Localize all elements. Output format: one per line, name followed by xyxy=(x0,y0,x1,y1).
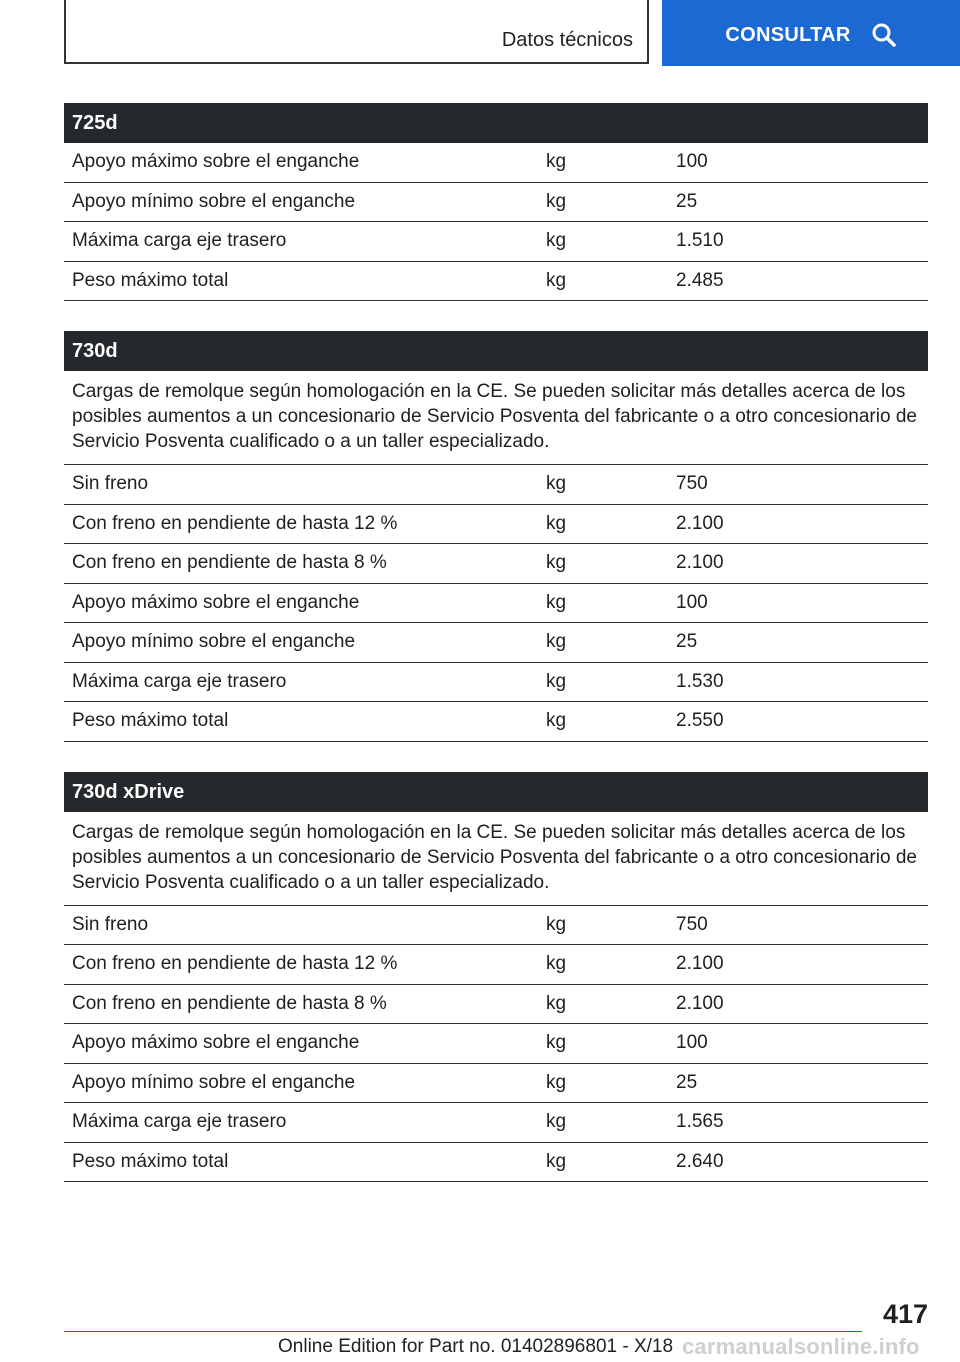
row-label: Peso máximo total xyxy=(72,1150,229,1172)
section-description: Cargas de remolque según homologación en la CE. Se pueden solicitar más detalles acerca de los posibles aumentos a un concesionario de Servicio Posventa del fabricante o a otro concesionario de Servicio Posventa cualificado o a un taller especializado. xyxy=(64,371,928,465)
row-unit: kg xyxy=(546,269,567,291)
row-value: 100 xyxy=(676,1032,708,1054)
table-row xyxy=(64,906,928,946)
row-unit: kg xyxy=(546,670,567,692)
row-label: Peso máximo total xyxy=(72,269,229,291)
row-value: 100 xyxy=(676,591,708,613)
table-row xyxy=(64,505,928,545)
row-value: 2.640 xyxy=(676,1150,724,1172)
row-value: 1.510 xyxy=(676,230,724,252)
footer-divider xyxy=(64,1331,862,1332)
watermark: carmanualsonline.info xyxy=(682,1334,920,1359)
row-value: 25 xyxy=(676,1071,698,1093)
table-row xyxy=(64,985,928,1025)
row-unit: kg xyxy=(546,552,567,574)
table-row xyxy=(64,544,928,584)
table-row xyxy=(64,945,928,985)
row-label: Máxima carga eje trasero xyxy=(72,1111,287,1133)
row-value: 100 xyxy=(676,151,708,173)
table-row xyxy=(64,222,928,262)
chapter-title: Datos técnicos xyxy=(501,29,633,51)
row-unit: kg xyxy=(546,631,567,653)
row-unit: kg xyxy=(546,1111,567,1133)
table-row xyxy=(64,663,928,703)
section-title: 725d xyxy=(64,103,928,143)
row-value: 2.485 xyxy=(676,269,724,291)
row-unit: kg xyxy=(546,591,567,613)
table-row xyxy=(64,1064,928,1104)
row-unit: kg xyxy=(546,1071,567,1093)
spec-section xyxy=(64,103,928,301)
row-unit: kg xyxy=(546,512,567,534)
row-value: 2.100 xyxy=(676,953,724,975)
page-number: 417 xyxy=(882,1299,928,1329)
row-unit: kg xyxy=(546,473,567,495)
row-value: 25 xyxy=(676,631,698,653)
row-label: Peso máximo total xyxy=(72,710,229,732)
spec-section xyxy=(64,772,928,1183)
row-label: Con freno en pendiente de hasta 8 % xyxy=(72,552,387,574)
row-unit: kg xyxy=(546,992,567,1014)
row-unit: kg xyxy=(546,151,567,173)
chapter-tab[interactable] xyxy=(64,0,649,64)
row-label: Con freno en pendiente de hasta 12 % xyxy=(72,953,398,975)
table-row xyxy=(64,1143,928,1183)
row-unit: kg xyxy=(546,1032,567,1054)
row-value: 1.565 xyxy=(676,1111,724,1133)
table-row xyxy=(64,584,928,624)
edition-text: Online Edition for Part no. 01402896801 - X/18 xyxy=(278,1336,674,1357)
top-bar xyxy=(0,0,960,66)
row-value: 750 xyxy=(676,913,708,935)
row-value: 2.100 xyxy=(676,512,724,534)
row-label: Apoyo mínimo sobre el enganche xyxy=(72,190,356,212)
row-value: 750 xyxy=(676,473,708,495)
row-value: 2.550 xyxy=(676,710,724,732)
row-label: Sin freno xyxy=(72,473,149,495)
row-unit: kg xyxy=(546,190,567,212)
row-value: 2.100 xyxy=(676,992,724,1014)
table-row xyxy=(64,143,928,183)
row-value: 2.100 xyxy=(676,552,724,574)
row-label: Apoyo mínimo sobre el enganche xyxy=(72,1071,356,1093)
table-row xyxy=(64,702,928,742)
table-row xyxy=(64,623,928,663)
table-row xyxy=(64,262,928,302)
row-label: Apoyo máximo sobre el enganche xyxy=(72,151,360,173)
row-unit: kg xyxy=(546,913,567,935)
row-unit: kg xyxy=(546,1150,567,1172)
consult-button[interactable] xyxy=(662,0,960,66)
row-label: Con freno en pendiente de hasta 8 % xyxy=(72,992,387,1014)
spec-section xyxy=(64,331,928,742)
row-unit: kg xyxy=(546,710,567,732)
table-row xyxy=(64,1103,928,1143)
tech-data-content xyxy=(64,103,928,1212)
row-value: 25 xyxy=(676,190,698,212)
row-label: Máxima carga eje trasero xyxy=(72,670,287,692)
search-icon xyxy=(871,22,897,48)
section-title: 730d xyxy=(64,331,928,371)
row-unit: kg xyxy=(546,230,567,252)
row-label: Máxima carga eje trasero xyxy=(72,230,287,252)
row-unit: kg xyxy=(546,953,567,975)
section-description: Cargas de remolque según homologación en la CE. Se pueden solicitar más detalles acerca de los posibles aumentos a un concesionario de Servicio Posventa del fabricante o a otro concesionario de Servicio Posventa cualificado o a un taller especializado. xyxy=(64,812,928,906)
row-label: Apoyo mínimo sobre el enganche xyxy=(72,631,356,653)
row-value: 1.530 xyxy=(676,670,724,692)
row-label: Con freno en pendiente de hasta 12 % xyxy=(72,512,398,534)
row-label: Apoyo máximo sobre el enganche xyxy=(72,1032,360,1054)
row-label: Sin freno xyxy=(72,913,149,935)
section-title: 730d xDrive xyxy=(64,772,928,812)
table-row xyxy=(64,465,928,505)
consult-button-label: CONSULTAR xyxy=(725,23,851,46)
table-row xyxy=(64,183,928,223)
row-label: Apoyo máximo sobre el enganche xyxy=(72,591,360,613)
table-row xyxy=(64,1024,928,1064)
